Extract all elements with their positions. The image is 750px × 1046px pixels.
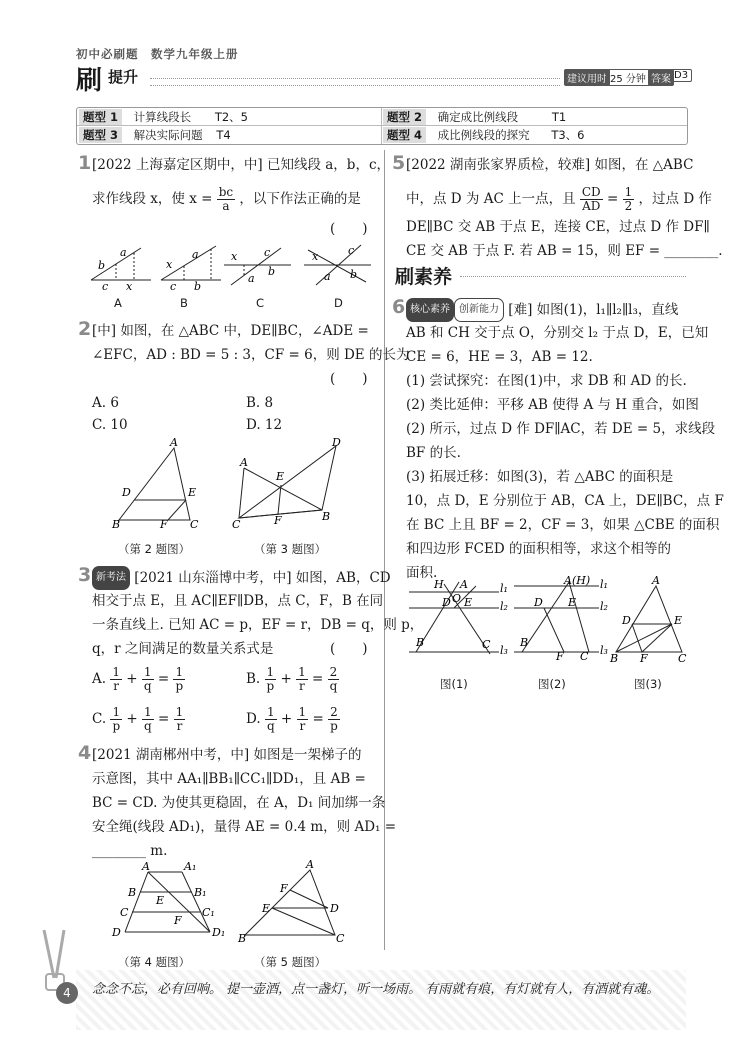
q5-number: 5 [392,152,406,174]
q6-line7: BF 的长. [406,445,461,461]
type-4-label: 题型 4 [383,127,426,143]
section-heading: 刷素养 [395,266,453,288]
svg-text:b: b [268,265,276,278]
time-label: 建议用时 [564,69,610,86]
svg-text:A: A [460,578,468,591]
q3-paren: ( ) [330,641,368,657]
svg-text:A: A [170,438,178,449]
svg-text:b: b [194,280,202,293]
svg-text:c: c [348,244,355,257]
q6-caption-3: 图(3) [634,677,662,691]
svg-text:l₂: l₂ [500,600,508,613]
svg-text:l₁: l₁ [600,578,608,591]
q2-q3-figures [104,438,374,538]
type-4-name: 成比例线段的探究 [437,128,530,142]
type-3-qs: T4 [216,128,231,142]
svg-text:E: E [156,894,165,907]
q6-line10: 在 BC 上且 BF = 2，CF = 3，如果 △CBE 的面积 [406,517,720,533]
question-type-table [76,107,688,145]
type-2-label: 题型 2 [383,109,426,125]
svg-text:D: D [122,486,131,499]
q6-line12: 面积. [406,565,438,581]
svg-text:C: C [678,652,687,665]
svg-text:H: H [434,578,444,591]
svg-text:A: A [142,860,150,873]
svg-text:C₁: C₁ [202,906,215,919]
q2-opt-a: A. 6 [92,395,119,411]
type-2-qs: T1 [551,110,567,124]
svg-text:F: F [640,652,648,665]
svg-text:A₁: A₁ [184,860,197,873]
svg-text:c: c [102,280,109,293]
q6-line1: 核心素养 创新能力 [难] 如图(1)，l₁∥l₂∥l₃，直线 [406,298,678,322]
type-2-name: 确定成比例线段 [437,110,519,124]
q1-figures [86,240,376,302]
svg-text:b: b [350,268,358,281]
q1-line1: [2022 上海嘉定区期中，中] 已知线段 a，b，c， [92,157,391,173]
q1-fraction: $\frac{bc}{a}$ [218,185,234,213]
q6-number: 6 [392,296,406,318]
q6-caption-2: 图(2) [538,677,566,691]
q6-line9: 10，点 D，E 分别位于 AB，CA 上，DE∥BC，点 F [406,493,724,509]
svg-text:B: B [520,636,529,649]
svg-text:A: A [652,574,660,587]
q4-line1: [2021 湖南郴州中考，中] 如图是一架梯子的 [92,747,362,763]
q2-figure [111,438,199,531]
svg-text:A(H): A(H) [564,574,591,587]
q6-caption-1: 图(1) [440,677,468,691]
svg-text:C: C [482,638,491,651]
q6-figures [404,574,694,674]
svg-text:a: a [324,270,331,283]
q3-opt-c: C. $\frac{1}{p}$ + $\frac{1}{q}$ = $\frac{1}{r}$ [92,705,184,733]
type-3-label: 题型 3 [79,127,122,143]
svg-text:F: F [160,518,168,531]
footer-motto: 念念不忘，必有回响。 提一壶酒，点一盏灯，听一场雨。 有雨就有痕，有灯就有人，有酒就有魂。 [92,982,660,997]
svg-text:E: E [568,596,577,609]
q6-figure-3 [609,574,687,665]
q3-opt-d: D. $\frac{1}{q}$ + $\frac{1}{r}$ = $\frac{2}{p}$ [246,705,338,733]
q4-figure [111,860,225,939]
svg-text:C: C [580,650,589,663]
type-1-qs: T2、5 [214,110,248,124]
header-rule [150,78,560,86]
svg-text:x: x [312,250,319,263]
q5-caption: （第 5 题图） [254,955,327,969]
type-3-name: 解决实际问题 [133,128,203,142]
q6-line6: (2) 所示，过点 D 作 DF∥AC，若 DE = 5，求线段 [406,421,716,437]
svg-text:x: x [166,258,173,271]
svg-text:a: a [248,272,255,285]
q1-number: 1 [78,152,92,174]
svg-text:B: B [238,932,247,945]
q4-q5-figures [100,860,370,952]
svg-text:x: x [126,280,133,293]
q5-figure [237,860,345,945]
q4-line5: ________ m. [92,843,168,859]
q1-opt-d: D [334,296,343,310]
q2-opt-b: B. 8 [246,395,274,411]
svg-text:C: C [232,518,241,531]
brush-char: 刷 [76,66,103,96]
q4-line3: BC = CD. 为使其更稳固，在 A，D₁ 间加绑一条 [92,795,386,811]
type-1-label: 题型 1 [79,109,122,125]
q1-opt-a: A [114,296,122,310]
type-4-qs: T3、6 [551,128,585,142]
q6-line3: CE = 6，HE = 3，AB = 12. [406,349,593,365]
q5-line1: [2022 湖南张家界质检，较难] 如图，在 △ABC [406,157,694,173]
q2-paren: ( ) [330,371,368,387]
svg-text:B₁: B₁ [194,886,207,899]
q1-line2: 求作线段 x，使 x = $\frac{bc}{a}$ ，以下作法正确的是 [92,185,361,213]
svg-text:D: D [534,596,543,609]
answer-label: 答案 [648,69,674,86]
section-rule [460,276,686,277]
svg-text:B: B [416,636,425,649]
section-title: 提升 [108,68,139,86]
q6-line8: (3) 拓展迁移：如图(3)，若 △ABC 的面积是 [406,469,674,485]
q3-opt-a: A. $\frac{1}{r}$ + $\frac{1}{q}$ = $\frac{1}{p}$ [92,665,184,693]
svg-text:D₁: D₁ [212,926,226,939]
svg-text:C: C [120,906,129,919]
svg-text:D: D [112,926,121,939]
page-number: 4 [56,982,78,1004]
svg-text:C: C [190,518,199,531]
book-title: 初中必刷题 数学九年级上册 [76,47,239,61]
q3-opt-b: B. $\frac{1}{p}$ + $\frac{1}{r}$ = $\frac{2}{q}$ [246,665,338,693]
q6-figure-1 [409,578,508,657]
q1-opt-c: C [256,296,265,310]
q1-figure-a [91,246,151,293]
svg-text:E: E [188,486,197,499]
svg-text:D: D [332,438,341,449]
svg-text:O: O [452,592,462,605]
svg-text:D: D [622,614,631,627]
q3-badge: 新考法 [92,566,130,590]
q2-opt-d: D. 12 [246,417,283,433]
svg-text:E: E [276,470,285,483]
svg-text:D: D [442,596,451,609]
svg-text:c: c [264,246,271,259]
svg-text:A: A [306,860,314,871]
q1-opt-b: B [180,296,188,310]
svg-text:F: F [280,882,288,895]
svg-text:c: c [170,280,177,293]
svg-text:B: B [322,510,331,523]
q4-caption: （第 4 题图） [118,955,191,969]
svg-text:l₂: l₂ [600,600,608,613]
q2-number: 2 [78,318,92,340]
q6-line11: 和四边形 FCED 的面积相等，求这个相等的 [406,541,671,557]
q5-line3: DE∥BC 交 AB 于点 E，连接 CE，过点 D 作 DF∥ [406,219,710,235]
q4-number: 4 [78,742,92,764]
svg-text:E: E [674,614,683,627]
svg-text:a: a [192,248,199,261]
q3-figure [232,438,341,531]
svg-text:C: C [336,932,345,945]
q4-line4: 安全绳(线段 AD₁)，量得 AE = 0.4 m，则 AD₁ = [92,819,397,835]
svg-text:E: E [464,596,473,609]
svg-text:F: F [556,650,564,663]
q3-line1: 新考法 [2021 山东淄博中考，中] 如图，AB，CD [92,566,391,590]
time-value: 25 分钟 [606,69,650,86]
svg-text:x: x [231,250,238,263]
svg-text:F: F [174,914,182,927]
q2-line2: ∠EFC，AD : BD = 5 : 3，CF = 6，则 DE 的长为 [92,347,410,363]
q3-caption: （第 3 题图） [254,542,327,556]
q2-line1: [中] 如图，在 △ABC 中，DE∥BC，∠ADE = [92,323,369,339]
q6-line4: (1) 尝试探究：在图(1)中，求 DB 和 AD 的长. [406,373,687,389]
type-1-name: 计算线段长 [133,110,192,124]
svg-text:b: b [98,259,106,272]
svg-text:B: B [112,518,121,531]
svg-text:l₁: l₁ [500,582,508,595]
answer-page: D3 [670,69,692,82]
q6-figure-2 [514,574,608,663]
svg-text:F: F [274,514,282,527]
q1-figure-d [304,244,371,285]
q2-opt-c: C. 10 [92,417,128,433]
svg-text:l₃: l₃ [500,644,508,657]
svg-text:D: D [330,902,339,915]
q3-line4: q，r 之间满足的数量关系式是 [92,641,274,657]
q6-line2: AB 和 CH 交于点 O，分别交 l₂ 于点 D，E，已知 [406,325,709,341]
q3-number: 3 [78,564,92,586]
q5-line4: CE 交 AB 于点 F. 若 AB = 15，则 EF = ________. [406,243,723,259]
svg-text:E: E [262,902,271,915]
q4-line2: 示意图，其中 AA₁∥BB₁∥CC₁∥DD₁，且 AB = [92,771,366,787]
q1-figure-c [224,246,291,285]
svg-text:A: A [240,456,248,469]
svg-text:l₃: l₃ [600,644,608,657]
q3-line2: 相交于点 E，且 AC∥EF∥DB，点 C，F，B 在同 [92,593,384,609]
q6-line5: (2) 类比延伸：平移 AB 使得 A 与 H 重合，如图 [406,397,699,413]
q5-line2: 中，点 D 为 AC 上一点，且 $\frac{CD}{AD}$ = $\frac{1}{2}$ ，过点 D 作 [406,185,712,213]
q2-caption: （第 2 题图） [118,542,191,556]
q1-figure-b [161,246,221,293]
q3-line3: 一条直线上. 已知 AC = p，EF = r，DB = q，则 p， [92,617,424,633]
svg-text:B: B [610,652,619,665]
svg-text:a: a [120,246,127,259]
svg-text:B: B [128,886,137,899]
q1-paren: ( ) [330,221,368,237]
